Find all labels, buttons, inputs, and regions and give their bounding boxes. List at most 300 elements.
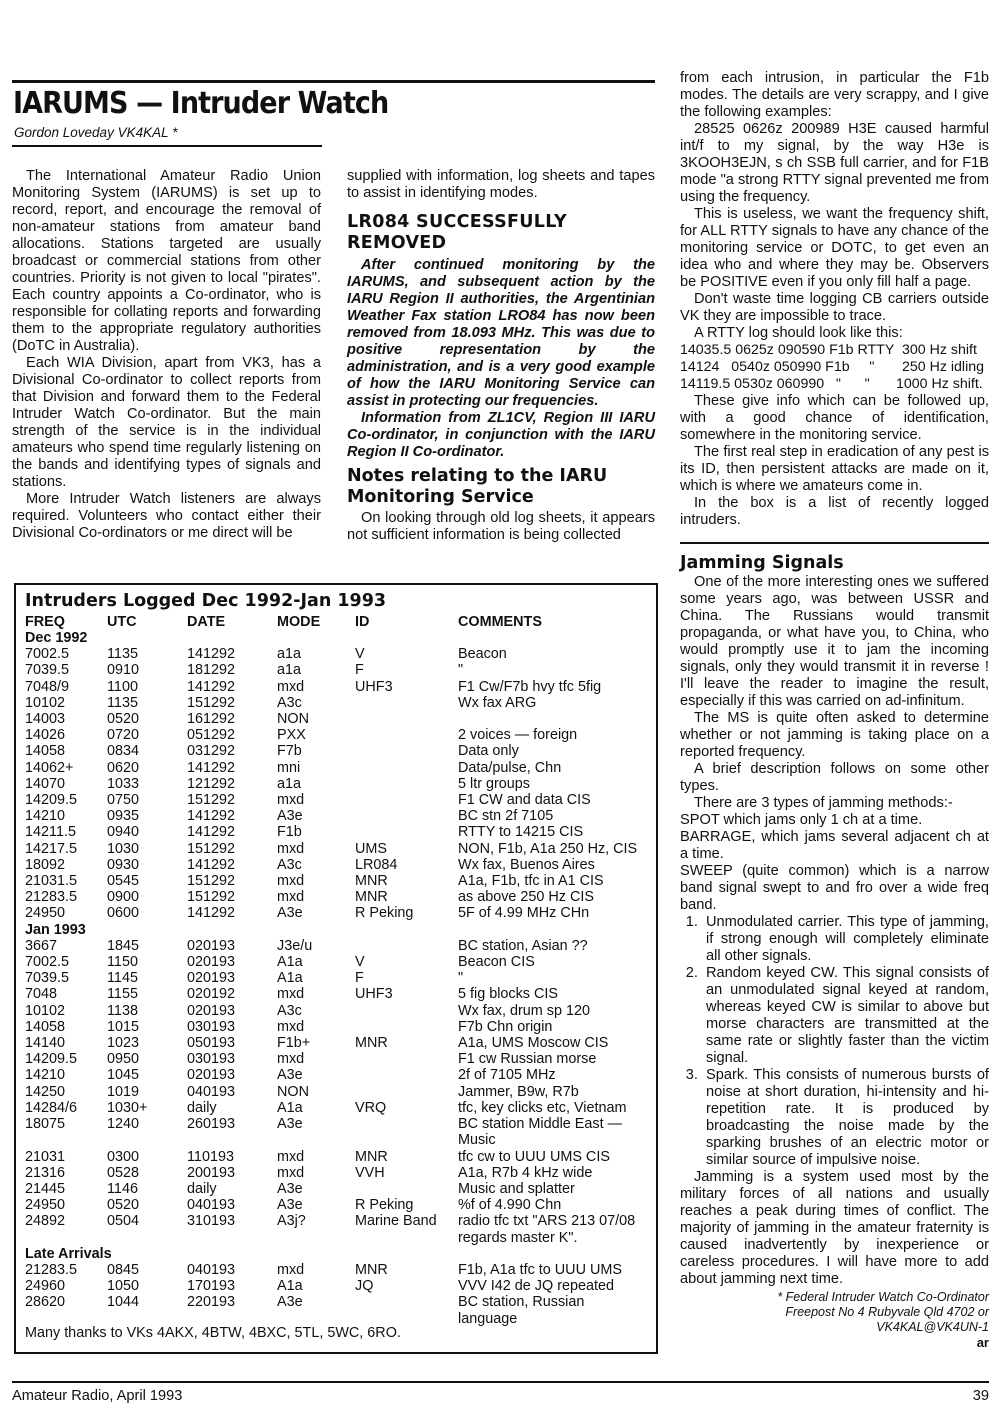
date-cell: 020192 bbox=[187, 986, 236, 1003]
date-cell: 141292 bbox=[187, 808, 236, 825]
table-row bbox=[25, 1116, 653, 1132]
column-header: MODE bbox=[277, 614, 321, 630]
table-row bbox=[25, 1003, 653, 1019]
utc-cell: 0520 bbox=[107, 711, 140, 728]
table-row bbox=[25, 857, 653, 873]
freq-cell bbox=[25, 1230, 107, 1246]
page-number: 39 bbox=[972, 1388, 989, 1404]
freq-cell: 24950 bbox=[25, 905, 66, 922]
comments-cell: Music and splatter bbox=[458, 1180, 575, 1197]
date-cell: 141292 bbox=[187, 759, 236, 776]
utc-cell: 1146 bbox=[107, 1180, 138, 1197]
id-cell: Marine Band bbox=[355, 1213, 437, 1230]
table-row bbox=[25, 1051, 653, 1067]
utc-cell: 1100 bbox=[107, 678, 138, 695]
column-3-rule bbox=[680, 542, 989, 544]
utc-cell: 1845 bbox=[107, 937, 140, 954]
date-cell: 110193 bbox=[187, 1148, 234, 1165]
intruder-table bbox=[25, 614, 653, 1327]
comments-cell: 2f of 7105 MHz bbox=[458, 1067, 556, 1084]
mode-cell: mxd bbox=[277, 986, 305, 1003]
mode-cell: A3e bbox=[277, 808, 303, 825]
table-row bbox=[25, 1035, 653, 1051]
freq-cell: 14026 bbox=[25, 727, 66, 744]
comments-cell: A1a, F1b, tfc in A1 CIS bbox=[458, 873, 604, 890]
date-cell: 151292 bbox=[187, 792, 236, 809]
paragraph: One of the more interesting ones we suffered some years ago, was between USSR and China. The Russians would transmit propaganda, or what have you, to China, who would promptly use it to jam the incoming signals, only they would transmit it in reverse ! I'll leave the reader to imagine the result, especially if this was carried on ad-infinitum. bbox=[680, 574, 989, 709]
comments-cell: " bbox=[458, 662, 464, 679]
footnote bbox=[680, 1290, 989, 1335]
mode-cell bbox=[277, 1230, 355, 1246]
utc-cell: 0600 bbox=[107, 905, 140, 922]
footer-rule bbox=[12, 1381, 989, 1383]
end-mark: ar bbox=[976, 1335, 989, 1350]
id-cell bbox=[355, 776, 458, 792]
date-cell: 220193 bbox=[187, 1294, 236, 1311]
table-row bbox=[25, 970, 653, 986]
mode-cell: A3c bbox=[277, 694, 302, 711]
freq-cell: 14210 bbox=[25, 1067, 66, 1084]
utc-cell: 0900 bbox=[107, 889, 140, 906]
table-row bbox=[25, 986, 653, 1002]
table-row bbox=[25, 873, 653, 889]
id-cell: R Peking bbox=[355, 1197, 414, 1214]
freq-cell: 21031 bbox=[25, 1148, 66, 1165]
mode-cell: A3e bbox=[277, 1067, 303, 1084]
column-header: UTC bbox=[107, 614, 137, 630]
paragraph: The MS is quite often asked to determine whether or not jamming is taking place on a reported frequency. bbox=[680, 710, 989, 760]
table-row bbox=[25, 1294, 653, 1310]
utc-cell: 1155 bbox=[107, 986, 138, 1003]
id-cell: LR084 bbox=[355, 856, 398, 873]
table-row bbox=[25, 1262, 653, 1278]
table-row bbox=[25, 824, 653, 840]
table-row bbox=[25, 1084, 653, 1100]
comments-cell: tfc, key clicks etc, Vietnam bbox=[458, 1099, 627, 1116]
footer-publication: Amateur Radio, April 1993 bbox=[12, 1388, 183, 1404]
date-cell: 141292 bbox=[187, 856, 236, 873]
paragraph: After continued monitoring by the IARUMS, and subsequent action by the IARU Region II authorities, the Argentinian Weather Fax station LRO84 has now been removed from 18.093 MHz. This was due to positive representation by the administration, and is a very good example of how the IARU Monitoring Service can assist in protecting our frequencies. bbox=[347, 257, 655, 409]
id-cell bbox=[355, 1230, 458, 1246]
date-cell: 141292 bbox=[187, 824, 236, 841]
comments-cell: A1a, R7b 4 kHz wide bbox=[458, 1164, 593, 1181]
freq-cell: 7002.5 bbox=[25, 646, 70, 663]
paragraph: Jamming is a system used most by the military forces of all nations and usually reaches a peak during times of conflict. The majority of jamming in the amateur fraternity is caused inadvertently by inexperience or careless procedures. I will have more to add about jamming next time. bbox=[680, 1169, 989, 1287]
freq-cell: 21283.5 bbox=[25, 889, 78, 906]
byline: Gordon Loveday VK4KAL * bbox=[14, 125, 178, 140]
rtty-shift: 300 Hz shift bbox=[902, 342, 977, 358]
table-row bbox=[25, 727, 653, 743]
utc-cell: 1145 bbox=[107, 970, 138, 987]
id-cell: MNR bbox=[355, 1148, 388, 1165]
comments-cell: A1a, UMS Moscow CIS bbox=[458, 1035, 609, 1052]
paragraph: Each WIA Division, apart from VK3, has a Divisional Co-ordinator to collect reports from that Division and forward them to the Federal Intruder Watch Co-ordinator. But the main strength of the service is in the individual amateurs who spend time regularly listening on the bands and identifying types of signals and stations. bbox=[12, 355, 321, 490]
bold-italic-text bbox=[347, 257, 655, 461]
id-cell: UMS bbox=[355, 840, 387, 857]
column-header: FREQ bbox=[25, 614, 65, 630]
mode-cell: mxd bbox=[277, 678, 305, 695]
id-cell bbox=[355, 1003, 458, 1019]
id-cell bbox=[355, 792, 458, 808]
freq-cell: 3667 bbox=[25, 937, 58, 954]
comments-cell: %f of 4.990 Chn bbox=[458, 1197, 562, 1214]
freq-cell: 14209.5 bbox=[25, 1051, 78, 1068]
utc-cell: 0950 bbox=[107, 1051, 140, 1068]
freq-cell: 7048 bbox=[25, 986, 58, 1003]
freq-cell: 7039.5 bbox=[25, 970, 70, 987]
utc-cell: 1030+ bbox=[107, 1099, 148, 1116]
mode-cell: A1a bbox=[277, 954, 303, 971]
table-section-row bbox=[25, 1246, 653, 1262]
rtty-shift: 250 Hz idling bbox=[902, 359, 985, 375]
jamming-text bbox=[680, 574, 989, 1288]
table-row bbox=[25, 792, 653, 808]
column-3 bbox=[680, 70, 989, 529]
freq-cell: 14211.5 bbox=[25, 824, 76, 841]
date-cell: 040193 bbox=[187, 1083, 236, 1100]
mode-cell: PXX bbox=[277, 727, 306, 744]
column-header: DATE bbox=[187, 614, 226, 630]
comments-cell: as above 250 Hz CIS bbox=[458, 889, 594, 906]
mode-cell: mxd bbox=[277, 1164, 305, 1181]
id-cell: VRQ bbox=[355, 1099, 387, 1116]
comments-cell: NON, F1b, A1a 250 Hz, CIS bbox=[458, 840, 638, 857]
mode-cell: a1a bbox=[277, 775, 302, 792]
utc-cell: 1050 bbox=[107, 1278, 140, 1295]
utc-cell: 0910 bbox=[107, 662, 140, 679]
date-cell: 031292 bbox=[187, 743, 236, 760]
date-cell: 170193 bbox=[187, 1278, 236, 1295]
column-header: COMMENTS bbox=[458, 614, 542, 630]
id-cell: MNR bbox=[355, 1035, 388, 1052]
id-cell bbox=[355, 1116, 458, 1132]
mode-cell: mxd bbox=[277, 1261, 305, 1278]
comments-cell: BC station, Russian bbox=[458, 1294, 585, 1311]
utc-cell: 1135 bbox=[107, 646, 138, 663]
utc-cell: 0545 bbox=[107, 873, 140, 890]
intruders-log-box bbox=[14, 583, 658, 1354]
utc-cell: 1044 bbox=[107, 1294, 140, 1311]
id-cell: JQ bbox=[355, 1278, 374, 1295]
utc-cell: 0300 bbox=[107, 1148, 140, 1165]
id-cell: R Peking bbox=[355, 905, 414, 922]
utc-cell: 1019 bbox=[107, 1083, 140, 1100]
mode-cell: mxd bbox=[277, 873, 305, 890]
mode-cell: A3c bbox=[277, 856, 302, 873]
freq-cell: 14284/6 bbox=[25, 1099, 78, 1116]
table-section-row bbox=[25, 630, 653, 646]
id-cell: MNR bbox=[355, 873, 388, 890]
date-cell: 020193 bbox=[187, 937, 236, 954]
comments-cell: Wx fax ARG bbox=[458, 694, 537, 711]
column-3-lower bbox=[680, 553, 989, 1350]
comments-cell: radio tfc txt "ARS 213 07/08 bbox=[458, 1213, 636, 1230]
date-cell: 141292 bbox=[187, 678, 236, 695]
id-cell bbox=[355, 824, 458, 840]
id-cell bbox=[355, 1051, 458, 1067]
list-item: 1. Unmodulated carrier. This type of jamming, if strong enough will completely eliminate all other signals. bbox=[702, 914, 989, 965]
comments-cell: Data only bbox=[458, 743, 519, 760]
utc-cell: 0504 bbox=[107, 1213, 140, 1230]
id-cell: V bbox=[355, 954, 365, 971]
column-2 bbox=[347, 168, 655, 544]
table-row bbox=[25, 760, 653, 776]
mode-cell: F7b bbox=[277, 743, 302, 760]
comments-cell: Jammer, B9w, R7b bbox=[458, 1083, 579, 1100]
date-cell: 141292 bbox=[187, 905, 236, 922]
mode-cell: mxd bbox=[277, 889, 305, 906]
date-cell: 151292 bbox=[187, 840, 236, 857]
date-cell: 030193 bbox=[187, 1051, 236, 1068]
mode-cell: J3e/u bbox=[277, 937, 313, 954]
id-cell: UHF3 bbox=[355, 678, 393, 695]
utc-cell: 1015 bbox=[107, 1018, 140, 1035]
table-row bbox=[25, 743, 653, 759]
paragraph: 28525 0626z 200989 H3E caused harmful int/f to my signal, by the way H3e is 3KOOH3EJN, s ch SSB full carrier, and for F1B mode "a strong RTTY signal prevented me from using the frequency. bbox=[680, 121, 989, 205]
table-row bbox=[25, 954, 653, 970]
freq-cell: 24950 bbox=[25, 1197, 66, 1214]
date-cell: 030193 bbox=[187, 1018, 236, 1035]
id-cell: MNR bbox=[355, 1261, 388, 1278]
comments-cell: Wx fax, Buenos Aires bbox=[458, 856, 595, 873]
table-row bbox=[25, 1213, 653, 1229]
table-row bbox=[25, 1230, 653, 1246]
id-cell bbox=[355, 1084, 458, 1100]
date-cell: 020193 bbox=[187, 954, 236, 971]
column-header: ID bbox=[355, 614, 370, 630]
thanks-line: Many thanks to VKs 4AKX, 4BTW, 4BXC, 5TL, 5WC, 6RO. bbox=[25, 1325, 401, 1341]
table-row bbox=[25, 889, 653, 905]
id-cell: F bbox=[355, 970, 364, 987]
rtty-line: 14035.5 0625z 090590 F1b RTTY bbox=[680, 342, 895, 358]
column-1 bbox=[12, 168, 321, 542]
freq-cell: 14209.5 bbox=[25, 792, 78, 809]
paragraph: SPOT which jams only 1 ch at a time. bbox=[680, 812, 923, 828]
utc-cell: 0620 bbox=[107, 759, 140, 776]
id-cell bbox=[355, 743, 458, 759]
date-cell bbox=[187, 1132, 277, 1148]
utc-cell: 1240 bbox=[107, 1116, 140, 1133]
table-header-row bbox=[25, 614, 653, 630]
table-row bbox=[25, 1067, 653, 1083]
comments-cell: Wx fax, drum sp 120 bbox=[458, 1002, 590, 1019]
rtty-line: 14119.5 0530z 060990 " " bbox=[680, 376, 870, 392]
comments-cell: Music bbox=[458, 1132, 496, 1149]
utc-cell: 1033 bbox=[107, 775, 140, 792]
comments-cell: tfc cw to UUU UMS CIS bbox=[458, 1148, 610, 1165]
date-cell: 020193 bbox=[187, 1067, 236, 1084]
paragraph: There are 3 types of jamming methods:- bbox=[694, 795, 953, 811]
table-row bbox=[25, 841, 653, 857]
date-cell: 020193 bbox=[187, 1002, 236, 1019]
table-row bbox=[25, 938, 653, 954]
date-cell: daily bbox=[187, 1180, 217, 1197]
freq-cell: 7039.5 bbox=[25, 662, 70, 679]
mode-cell: A3e bbox=[277, 1197, 303, 1214]
id-cell bbox=[355, 727, 458, 743]
comments-cell: F1b, A1a tfc to UUU UMS bbox=[458, 1261, 622, 1278]
table-section-row bbox=[25, 922, 653, 938]
freq-cell: 24960 bbox=[25, 1278, 66, 1295]
freq-cell: 18092 bbox=[25, 856, 66, 873]
freq-cell: 14058 bbox=[25, 743, 66, 760]
table-row bbox=[25, 646, 653, 662]
freq-cell: 7048/9 bbox=[25, 678, 70, 695]
table-row bbox=[25, 1149, 653, 1165]
utc-cell: 1150 bbox=[107, 954, 138, 971]
paragraph: More Intruder Watch listeners are always required. Volunteers who contact either their Divisional Co-ordinators or me direct will be bbox=[12, 491, 321, 541]
date-cell: 151292 bbox=[187, 889, 236, 906]
comments-cell: 5F of 4.99 MHz CHn bbox=[458, 905, 590, 922]
date-cell: 310193 bbox=[187, 1213, 236, 1230]
mode-cell: a1a bbox=[277, 662, 302, 679]
paragraph: A RTTY log should look like this: bbox=[694, 325, 903, 341]
comments-cell: BC station Middle East — bbox=[458, 1116, 622, 1133]
comments-cell: F7b Chn origin bbox=[458, 1018, 553, 1035]
paragraph: from each intrusion, in particular the F1b modes. The details are very scrappy, and I give the following examples: bbox=[680, 70, 989, 120]
freq-cell: 14217.5 bbox=[25, 840, 78, 857]
utc-cell: 1135 bbox=[107, 694, 138, 711]
comments-cell: Beacon bbox=[458, 646, 507, 663]
utc-cell bbox=[107, 1132, 187, 1148]
table-row bbox=[25, 679, 653, 695]
id-cell bbox=[355, 938, 458, 954]
date-cell bbox=[187, 1230, 277, 1246]
comments-cell: RTTY to 14215 CIS bbox=[458, 824, 584, 841]
mode-cell: a1a bbox=[277, 646, 302, 663]
paragraph: Information from ZL1CV, Region III IARU Co-ordinator, in conjunction with the IARU Region II Co-ordinator. bbox=[347, 410, 655, 460]
mode-cell: mxd bbox=[277, 1148, 305, 1165]
freq-cell: 28620 bbox=[25, 1294, 66, 1311]
comments-cell: F1 Cw/F7b hvy tfc 5fig bbox=[458, 678, 602, 695]
footnote-line: VK4KAL@VK4UN-1 bbox=[876, 1320, 989, 1334]
freq-cell: 14003 bbox=[25, 711, 66, 728]
comments-cell: Data/pulse, Chn bbox=[458, 759, 562, 776]
utc-cell: 0940 bbox=[107, 824, 140, 841]
id-cell: F bbox=[355, 662, 364, 679]
freq-cell: 18075 bbox=[25, 1116, 66, 1133]
date-cell: daily bbox=[187, 1099, 217, 1116]
table-row bbox=[25, 808, 653, 824]
date-cell: 050193 bbox=[187, 1035, 236, 1052]
table-row bbox=[25, 1019, 653, 1035]
table-row bbox=[25, 662, 653, 678]
comments-cell: regards master K". bbox=[458, 1229, 578, 1246]
mode-cell: A1a bbox=[277, 970, 303, 987]
paragraph: Don't waste time logging CB carriers outside VK they are impossible to trace. bbox=[680, 291, 989, 324]
id-cell: V bbox=[355, 646, 365, 663]
section-label: Jan 1993 bbox=[25, 921, 86, 938]
utc-cell: 0720 bbox=[107, 727, 140, 744]
table-row bbox=[25, 905, 653, 921]
table-row bbox=[25, 1278, 653, 1294]
paragraph: In the box is a list of recently logged intruders. bbox=[680, 495, 989, 528]
date-cell: 141292 bbox=[187, 646, 236, 663]
mode-cell: mxd bbox=[277, 840, 305, 857]
freq-cell: 14250 bbox=[25, 1083, 66, 1100]
table-row bbox=[25, 776, 653, 792]
utc-cell: 0750 bbox=[107, 792, 140, 809]
comments-cell: VVV I42 de JQ repeated bbox=[458, 1278, 614, 1295]
comments-cell: BC station, Asian ?? bbox=[458, 937, 588, 954]
rtty-log-example bbox=[680, 342, 989, 393]
mode-cell: A3e bbox=[277, 1116, 303, 1133]
table-row bbox=[25, 1165, 653, 1181]
utc-cell bbox=[107, 1230, 187, 1246]
date-cell: 040193 bbox=[187, 1261, 236, 1278]
id-cell bbox=[355, 1132, 458, 1148]
section-heading: Notes relating to the IARU Monitoring Service bbox=[347, 466, 608, 507]
date-cell: 181292 bbox=[187, 662, 236, 679]
freq-cell: 14140 bbox=[25, 1035, 66, 1052]
rtty-shift: 1000 Hz shift. bbox=[896, 376, 983, 392]
date-cell: 121292 bbox=[187, 775, 236, 792]
freq-cell: 21445 bbox=[25, 1180, 66, 1197]
section-heading: LR084 SUCCESSFULLY REMOVED bbox=[347, 212, 567, 253]
id-cell bbox=[355, 711, 458, 727]
date-cell: 151292 bbox=[187, 873, 236, 890]
date-cell: 040193 bbox=[187, 1197, 236, 1214]
article-title: IARUMS — Intruder Watch bbox=[13, 86, 389, 121]
freq-cell: 24892 bbox=[25, 1213, 66, 1230]
comments-cell bbox=[458, 711, 653, 727]
paragraph: BARRAGE, which jams several adjacent ch at a time. bbox=[680, 829, 989, 862]
utc-cell: 1030 bbox=[107, 840, 140, 857]
mode-cell: A3e bbox=[277, 1180, 303, 1197]
table-body bbox=[25, 630, 653, 1327]
comments-cell: Beacon CIS bbox=[458, 954, 535, 971]
date-cell: 200193 bbox=[187, 1164, 236, 1181]
id-cell: UHF3 bbox=[355, 986, 393, 1003]
section-label: Dec 1992 bbox=[25, 630, 88, 646]
paragraph: This is useless, we want the frequency shift, for ALL RTTY signals to have any chance of the monitoring service or DOTC, to get even an idea who and where they may be. Observers be POSITIVE even if you only fill half a page. bbox=[680, 206, 989, 290]
freq-cell: 14058 bbox=[25, 1018, 66, 1035]
mode-cell: F1b+ bbox=[277, 1035, 311, 1052]
utc-cell: 1045 bbox=[107, 1067, 140, 1084]
utc-cell: 1138 bbox=[107, 1002, 138, 1019]
utc-cell: 0930 bbox=[107, 856, 140, 873]
jamming-types-list bbox=[680, 914, 989, 1169]
mode-cell: mxd bbox=[277, 792, 305, 809]
paragraph: These give info which can be followed up, with a good chance of identification, somewhere in the monitoring service. bbox=[680, 393, 989, 443]
footnote-line: Freepost No 4 Rubyvale Qld 4702 or bbox=[785, 1305, 989, 1319]
comments-cell: BC stn 2f 7105 bbox=[458, 808, 554, 825]
id-cell bbox=[355, 1067, 458, 1083]
date-cell: 051292 bbox=[187, 727, 236, 744]
freq-cell: 10102 bbox=[25, 1002, 66, 1019]
mode-cell: A3c bbox=[277, 1002, 302, 1019]
rtty-line: 14124 0540z 050990 F1b " bbox=[680, 359, 875, 375]
paragraph: The first real step in eradication of any pest is its ID, then persistent attacks are made on it, which is where we amateurs come in. bbox=[680, 444, 989, 494]
list-item: 3. Spark. This consists of numerous bursts of noise at short duration, hi-intensity and hi-repetition rate. It is produced by broadcasting the noise made by the sparking brushes of an electric motor or similar source of impulsive noise. bbox=[702, 1067, 989, 1169]
utc-cell: 0834 bbox=[107, 743, 140, 760]
freq-cell bbox=[25, 1132, 107, 1148]
mode-cell: A1a bbox=[277, 1099, 303, 1116]
utc-cell: 0935 bbox=[107, 808, 140, 825]
id-cell bbox=[355, 808, 458, 824]
text-block bbox=[347, 510, 655, 544]
comments-cell: 5 ltr groups bbox=[458, 775, 530, 792]
comments-cell: " bbox=[458, 970, 464, 987]
utc-cell: 0520 bbox=[107, 1197, 140, 1214]
id-cell bbox=[355, 1294, 458, 1310]
section-heading: Jamming Signals bbox=[680, 553, 844, 573]
paragraph: A brief description follows on some other types. bbox=[680, 761, 989, 794]
paragraph: supplied with information, log sheets and tapes to assist in identifying modes. bbox=[347, 168, 655, 201]
mode-cell: NON bbox=[277, 711, 309, 728]
mode-cell: mni bbox=[277, 759, 301, 776]
freq-cell: 21283.5 bbox=[25, 1261, 78, 1278]
